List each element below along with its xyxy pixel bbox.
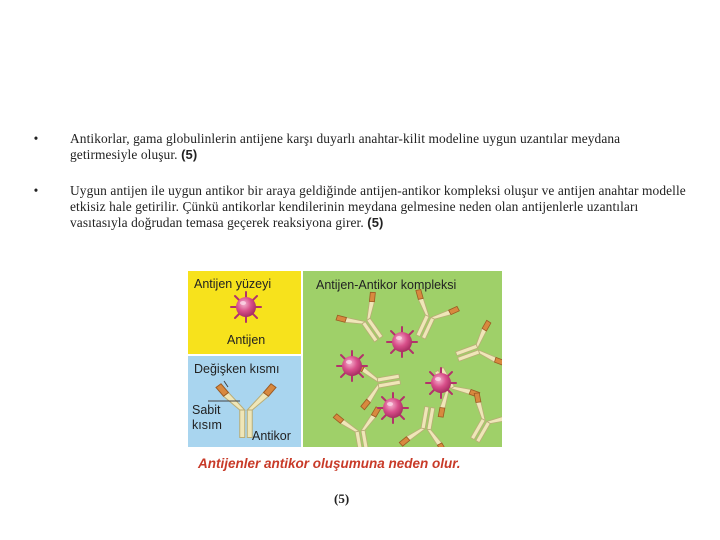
- constant-region-label-line1: Sabit: [192, 403, 221, 417]
- antibody-label: Antikor: [252, 429, 291, 443]
- complex-antigen-icon: [426, 368, 456, 398]
- complex-antigen-icon: [387, 327, 417, 357]
- bullet-dot: •: [33, 183, 39, 198]
- figure-caption: Antijenler antikor oluşumuna neden olur.: [198, 456, 461, 471]
- antigen-antibody-figure: [188, 271, 502, 447]
- bullet-text: Antikorlar, gama globulinlerin antijene karşı duyarlı anahtar-kilit modeline uygun uzantılar meydana getirmesiyle oluşur.: [70, 131, 621, 162]
- bullet-item-antibody-formation: [30, 131, 690, 163]
- bullet-list: [30, 131, 690, 231]
- complex-label: Antijen-Antikor kompleksi: [316, 278, 457, 292]
- bullet-dot: •: [33, 131, 39, 146]
- complex-antigen-icon: [337, 351, 367, 381]
- variable-region-label: Değişken kısmı: [194, 362, 280, 376]
- antigen-surface-label: Antijen yüzeyi: [194, 277, 272, 291]
- complex-antigen-icon: [378, 393, 408, 423]
- bullet-item-antigen-antibody-complex: [30, 183, 690, 231]
- constant-region-label-line2: kısım: [192, 418, 222, 432]
- bullet-reference: (5): [367, 215, 384, 230]
- bullet-reference: (5): [181, 147, 198, 162]
- complex-panel: [302, 271, 502, 447]
- antigen-label: Antijen: [227, 333, 266, 347]
- bullet-text: Uygun antijen ile uygun antikor bir araya geldiğinde antijen-antikor kompleksi oluşur ve antijen anahtar modelle etkisiz hale getirilir. Çünkü antikorlar kendilerinin meydana gelmesine neden olan antijenlerle uzantıları vasıtasıyla doğrudan temasa geçerek reaksiyona girer.: [70, 183, 686, 230]
- antigen-icon: [231, 292, 261, 322]
- page-reference: (5): [334, 491, 350, 506]
